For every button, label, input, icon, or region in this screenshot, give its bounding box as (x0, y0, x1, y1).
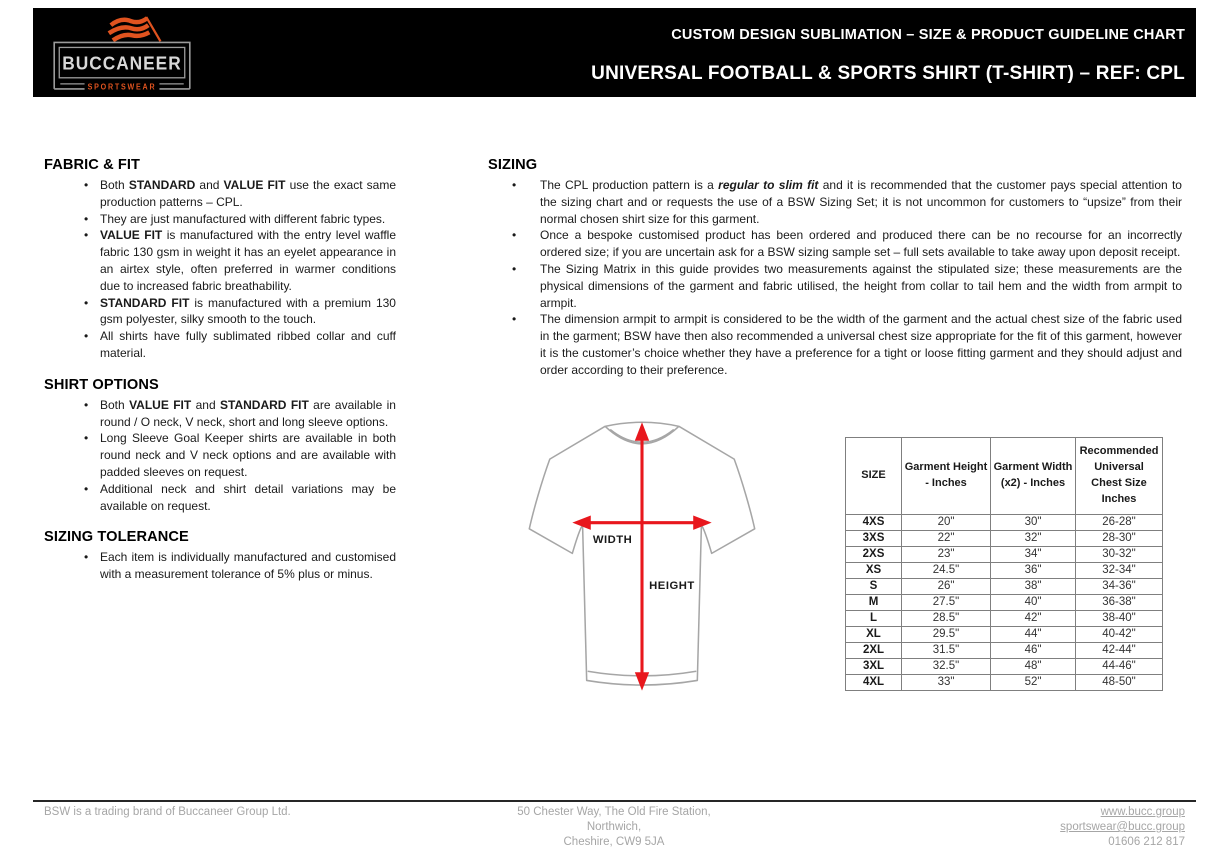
table-row (846, 530, 1163, 546)
table-row (846, 658, 1163, 674)
table-cell: 44" (991, 626, 1076, 642)
table-cell: 28-30" (1076, 530, 1163, 546)
table-cell: 42" (991, 610, 1076, 626)
table-cell: XS (846, 562, 902, 578)
bullet-item: • The Sizing Matrix in this guide provides two measurements against the stipulated size; these measurements are the physical dimensions of the garment and fabric utilised, the height from collar to tail hem and the width from armpit to armpit. (488, 261, 1182, 311)
bullet-item: • All shirts have fully sublimated ribbed collar and cuff material. (44, 328, 396, 362)
header-bar (33, 8, 1196, 97)
table-cell: 32-34" (1076, 562, 1163, 578)
table-cell: 24.5" (902, 562, 991, 578)
width-label: WIDTH (592, 534, 633, 547)
sizing-tolerance-bullet-list (44, 549, 396, 583)
table-cell: S (846, 578, 902, 594)
footer-trading-statement: BSW is a trading brand of Buccaneer Group Ltd. (44, 806, 291, 818)
table-cell: 36" (991, 562, 1076, 578)
shirt-options-bullet-list (44, 397, 396, 515)
buccaneer-logo (46, 10, 198, 95)
section-sizing-tolerance (44, 529, 396, 583)
section-shirt-options (44, 377, 396, 515)
footer-contact (885, 805, 1185, 850)
fabric-fit-bullet-list (44, 177, 396, 362)
section-heading-sizing-tolerance: SIZING TOLERANCE (44, 529, 189, 546)
table-row (846, 514, 1163, 530)
table-cell: 46" (991, 642, 1076, 658)
table-row (846, 562, 1163, 578)
bullet-item: • The dimension armpit to armpit is considered to be the width of the garment and the actual chest size of the fabric used in the garment; BSW have then also recommended a universal chest size appropriate for the fit of this garment, however it is the customer’s choice whether they have a preference for a tight or loose fitting garment and they should adjust and order according to their preference. (488, 311, 1182, 378)
section-fabric-fit (44, 157, 396, 362)
phone-number: 01606 212 817 (1108, 836, 1185, 848)
bullet-item: • STANDARD FIT is manufactured with a premium 130 gsm polyester, silky smooth to the touch. (44, 295, 396, 329)
table-cell: 2XS (846, 546, 902, 562)
table-cell: 36-38" (1076, 594, 1163, 610)
document-subtitle: CUSTOM DESIGN SUBLIMATION – SIZE & PRODUCT GUIDELINE CHART (671, 27, 1185, 43)
table-cell: 44-46" (1076, 658, 1163, 674)
table-cell: 26-28" (1076, 514, 1163, 530)
table-cell: 2XL (846, 642, 902, 658)
address-line-2: Northwich, (586, 821, 642, 833)
table-cell: 22" (902, 530, 991, 546)
table-row (846, 674, 1163, 690)
table-cell: 23" (902, 546, 991, 562)
tshirt-measurement-diagram (518, 412, 766, 704)
table-cell: 27.5" (902, 594, 991, 610)
bullet-item: • They are just manufactured with different fabric types. (44, 211, 396, 228)
table-cell: 3XL (846, 658, 902, 674)
table-cell: 28.5" (902, 610, 991, 626)
table-cell: 52" (991, 674, 1076, 690)
table-cell: 48" (991, 658, 1076, 674)
table-row (846, 578, 1163, 594)
table-cell: M (846, 594, 902, 610)
table-cell: 26" (902, 578, 991, 594)
table-cell: 33" (902, 674, 991, 690)
footer-divider (33, 800, 1196, 802)
table-cell: 34-36" (1076, 578, 1163, 594)
bullet-item: • Long Sleeve Goal Keeper shirts are available in both round neck and V neck options and are available with padded sleeves on request. (44, 430, 396, 480)
table-cell: 20" (902, 514, 991, 530)
section-heading-sizing: SIZING (488, 157, 538, 173)
table-cell: 40" (991, 594, 1076, 610)
table-cell: 40-42" (1076, 626, 1163, 642)
table-row (846, 642, 1163, 658)
table-cell: 3XS (846, 530, 902, 546)
table-cell: 29.5" (902, 626, 991, 642)
column-header: Recommended Universal Chest Size Inches (1076, 438, 1163, 515)
bullet-item: • Both STANDARD and VALUE FIT use the exact same production patterns – CPL. (44, 177, 396, 211)
table-cell: 38" (991, 578, 1076, 594)
table-cell: 32" (991, 530, 1076, 546)
table-cell: 34" (991, 546, 1076, 562)
section-heading-shirt-options: SHIRT OPTIONS (44, 376, 159, 393)
right-column (488, 157, 1182, 379)
address-line-1: 50 Chester Way, The Old Fire Station, (517, 806, 711, 818)
sizing-bullet-list (488, 177, 1182, 379)
column-header: Garment Height - Inches (902, 438, 991, 515)
height-label: HEIGHT (649, 580, 695, 593)
footer-address (414, 805, 814, 850)
table-cell: 30-32" (1076, 546, 1163, 562)
logo-subbrand-text: SPORTSWEAR (87, 82, 157, 92)
table-row (846, 626, 1163, 642)
bullet-item: • Each item is individually manufactured and customised with a measurement tolerance of 5% plus or minus. (44, 549, 396, 583)
bullet-item: • Once a bespoke customised product has been ordered and produced there can be no recourse for an incorrectly ordered size; if you are uncertain ask for a BSW sizing sample set – full sets available to take away upon deposit receipt. (488, 227, 1182, 261)
address-line-3: Cheshire, CW9 5JA (563, 836, 665, 848)
table-cell: 32.5" (902, 658, 991, 674)
table-cell: 42-44" (1076, 642, 1163, 658)
table-cell: 48-50" (1076, 674, 1163, 690)
table-header-row (846, 438, 1163, 515)
column-header: SIZE (846, 438, 902, 515)
section-sizing (488, 157, 1182, 379)
table-row (846, 546, 1163, 562)
bullet-item: • VALUE FIT is manufactured with the entry level waffle fabric 130 gsm in weight it has an eyelet appearance in an airtex style, often preferred in warmer conditions due to increased fabric breathability. (44, 227, 396, 294)
document-title: UNIVERSAL FOOTBALL & SPORTS SHIRT (T-SHIRT) – REF: CPL (591, 63, 1185, 84)
bullet-item: • The CPL production pattern is a regular to slim fit and it is recommended that the customer pays special attention to the sizing chart and or requests the use of a BSW Sizing Set; it is not uncommon for customers to “upsize” from their normal chosen shirt size for this garment. (488, 177, 1182, 227)
bullet-item: • Both VALUE FIT and STANDARD FIT are available in round / O neck, V neck, short and long sleeve options. (44, 397, 396, 431)
table-row (846, 610, 1163, 626)
column-header: Garment Width (x2) - Inches (991, 438, 1076, 515)
section-heading-fabric-fit: FABRIC & FIT (44, 157, 141, 173)
table-cell: XL (846, 626, 902, 642)
table-cell: 38-40" (1076, 610, 1163, 626)
table-cell: L (846, 610, 902, 626)
table-cell: 30" (991, 514, 1076, 530)
flag-icon (109, 17, 161, 41)
website-link[interactable]: www.bucc.group (1100, 806, 1185, 818)
table-cell: 4XL (846, 674, 902, 690)
table-cell: 31.5" (902, 642, 991, 658)
table-row (846, 594, 1163, 610)
logo-brand-text: BUCCANEER (62, 53, 182, 74)
table-cell: 4XS (846, 514, 902, 530)
left-column (44, 157, 396, 583)
email-link[interactable]: sportswear@bucc.group (1060, 821, 1185, 833)
size-matrix-table (845, 437, 1163, 691)
bullet-item: • Additional neck and shirt detail variations may be available on request. (44, 481, 396, 515)
